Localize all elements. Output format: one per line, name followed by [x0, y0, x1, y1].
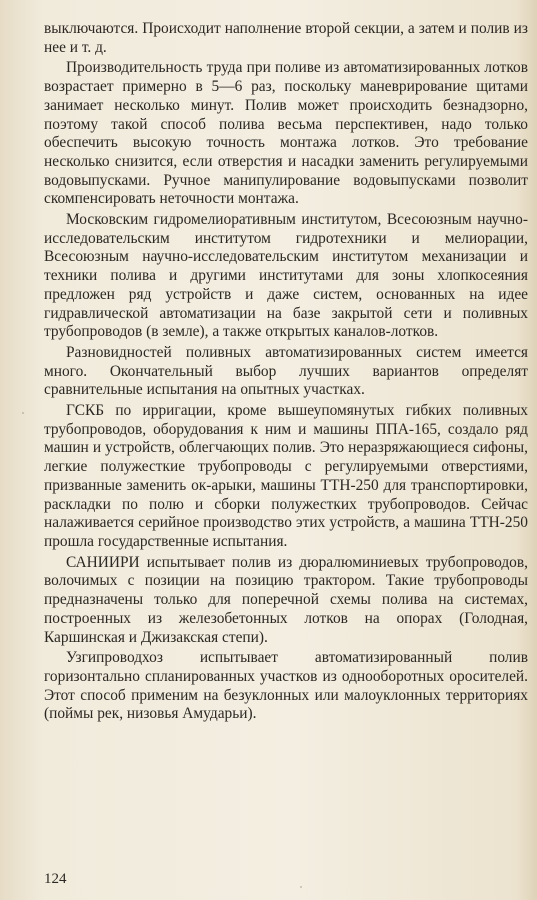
paragraph-uzgiprovodkhoz: Узгипроводхоз испытывает автоматизированный полив горизонтально спланированных участков из однооборотных оросителей. Этот способ применим на безуклонных или малоуклонных территориях (поймы рек, низовья Амударьи).	[44, 649, 528, 723]
paper-speck	[22, 412, 24, 414]
paper-speck	[510, 598, 513, 601]
page-number: 124	[44, 871, 67, 887]
paragraph-varieties: Разновидностей поливных автоматизированных систем имеется много. Окончательный выбор лучших вариантов определят сравнительные испытания на опытных участках.	[44, 343, 528, 399]
paragraph-continuation: выключаются. Происходит наполнение второй секции, а затем и полив из нее и т. д.	[44, 20, 528, 56]
body-text	[44, 20, 528, 724]
paragraph-productivity: Производительность труда при поливе из автоматизированных лотков возрастает примерно в 5—6 раз, поскольку маневрирование щитами занимает несколько минут. Полив может происходить безнадзорно, поэтому такой способ полива весьма перспективен, надо только обеспечить высокую точность монтажа лотков. Это требование несколько снизится, если отверстия и насадки заменить регулируемыми водовыпусками. Ручное манипулирование водовыпусками позволит скомпенсировать неточности монтажа.	[44, 59, 528, 208]
paragraph-institutes: Московским гидромелиоративным институтом, Всесоюзным научно-исследовательским институтом гидротехники и мелиорации, Всесоюзным научно-исследовательским институтом механизации и техники полива и другими институтами для зоны хлопкосеяния предложен ряд устройств и даже систем, основанных на идее гидравлической автоматизации на базе закрытой сети и поливных трубопроводов (в земле), а также открытых каналов-лотков.	[44, 211, 528, 341]
paper-speck	[300, 886, 302, 888]
paragraph-saniiri: САНИИРИ испытывает полив из дюралюминиевых трубопроводов, волочимых с позиции на позицию трактором. Такие трубопроводы предназначены только для поперечной схемы полива на системах, построенных из железобетонных лотков на опорах (Голодная, Каршинская и Джизакская степи).	[44, 553, 528, 646]
paragraph-gskb: ГСКБ по ирригации, кроме вышеупомянутых гибких поливных трубопроводов, оборудования к ним и машины ППА-165, создало ряд машин и устройств, облегчающих полив. Это неразряжающиеся сифоны, легкие полужесткие трубопроводы с регулируемыми отверстиями, призванные заменить ок-арыки, машины ТТН-250 для транспортировки, раскладки по полю и сборки полужестких трубопроводов. Сейчас налаживается серийное производство этих устройств, а машина ТТН-250 прошла государственные испытания.	[44, 402, 528, 550]
